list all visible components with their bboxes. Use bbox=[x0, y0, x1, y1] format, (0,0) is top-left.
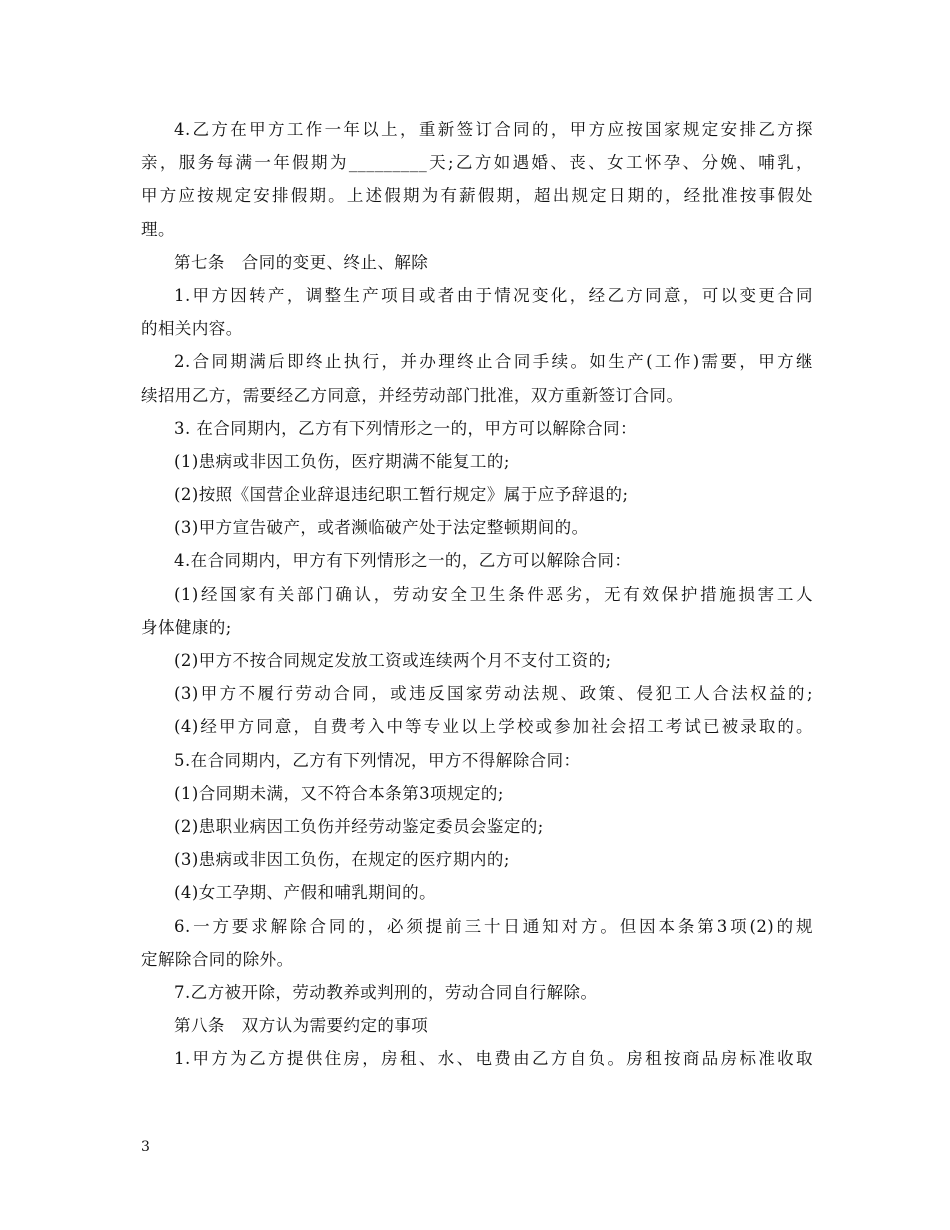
text-line: 甲方应按规定安排假期。上述假期为有薪假期，超出规定日期的，经批准按事假处 bbox=[141, 186, 813, 206]
text-line: 1.甲方为乙方提供住房，房租、水、电费由乙方自负。房租按商品房标准收取 bbox=[174, 1049, 813, 1069]
text-line: 定解除合同的除外。 bbox=[141, 949, 294, 969]
text-line: 7.乙方被开除，劳动教养或判刑的，劳动合同自行解除。 bbox=[174, 982, 598, 1002]
text-line: (3)患病或非因工负伤，在规定的医疗期内的; bbox=[174, 850, 510, 870]
text-line: (2)甲方不按合同规定发放工资或连续两个月不支付工资的; bbox=[174, 651, 612, 670]
text-line: 5.在合同期内，乙方有下列情况，甲方不得解除合同： bbox=[174, 750, 581, 770]
document-body bbox=[141, 113, 813, 1075]
text-line: (1)患病或非因工负伤，医疗期满不能复工的; bbox=[174, 451, 510, 471]
text-line: (4)女工孕期、产假和哺乳期间的。 bbox=[174, 883, 437, 903]
text-line: (2)按照《国营企业辞退违纪职工暂行规定》属于应予辞退的; bbox=[174, 485, 629, 505]
text-line: (1)经国家有关部门确认，劳动安全卫生条件恶劣，无有效保护措施损害工人 bbox=[174, 584, 813, 604]
text-line: 的相关内容。 bbox=[141, 319, 243, 339]
text-line: 6.一方要求解除合同的，必须提前三十日通知对方。但因本条第3项(2)的规 bbox=[174, 916, 813, 936]
text-line: 理。 bbox=[141, 219, 175, 239]
text-line: 1.甲方因转产，调整生产项目或者由于情况变化，经乙方同意，可以变更合同 bbox=[174, 285, 813, 305]
text-line: 身体健康的; bbox=[141, 617, 232, 637]
text-line: 2.合同期满后即终止执行，并办理终止合同手续。如生产(工作)需要，甲方继 bbox=[174, 352, 813, 372]
text-line: (3)甲方宣告破产，或者濒临破产处于法定整顿期间的。 bbox=[174, 518, 589, 538]
text-line: (2)患职业病因工负伤并经劳动鉴定委员会鉴定的; bbox=[174, 816, 544, 836]
text-line: 第八条 双方认为需要约定的事项 bbox=[174, 1016, 429, 1036]
page-number: 3 bbox=[141, 1139, 150, 1155]
text-line: (1)合同期未满，又不符合本条第3项规定的; bbox=[174, 783, 504, 803]
text-line: 4.在合同期内，甲方有下列情形之一的，乙方可以解除合同： bbox=[174, 551, 632, 571]
text-line: 亲，服务每满一年假期为_________天;乙方如遇婚、丧、女工怀孕、分娩、哺乳， bbox=[141, 153, 813, 173]
text-line: 4.乙方在甲方工作一年以上，重新签订合同的，甲方应按国家规定安排乙方探 bbox=[174, 120, 813, 139]
text-line: 3. 在合同期内，乙方有下列情形之一的，甲方可以解除合同： bbox=[174, 418, 638, 438]
text-line: 续招用乙方，需要经乙方同意，并经劳动部门批准，双方重新签订合同。 bbox=[141, 385, 684, 405]
text-line: (3)甲方不履行劳动合同，或违反国家劳动法规、政策、侵犯工人合法权益的; bbox=[174, 684, 813, 704]
text-line: 第七条 合同的变更、终止、解除 bbox=[174, 252, 429, 272]
text-line: (4)经甲方同意，自费考入中等专业以上学校或参加社会招工考试已被录取的。 bbox=[174, 717, 813, 737]
